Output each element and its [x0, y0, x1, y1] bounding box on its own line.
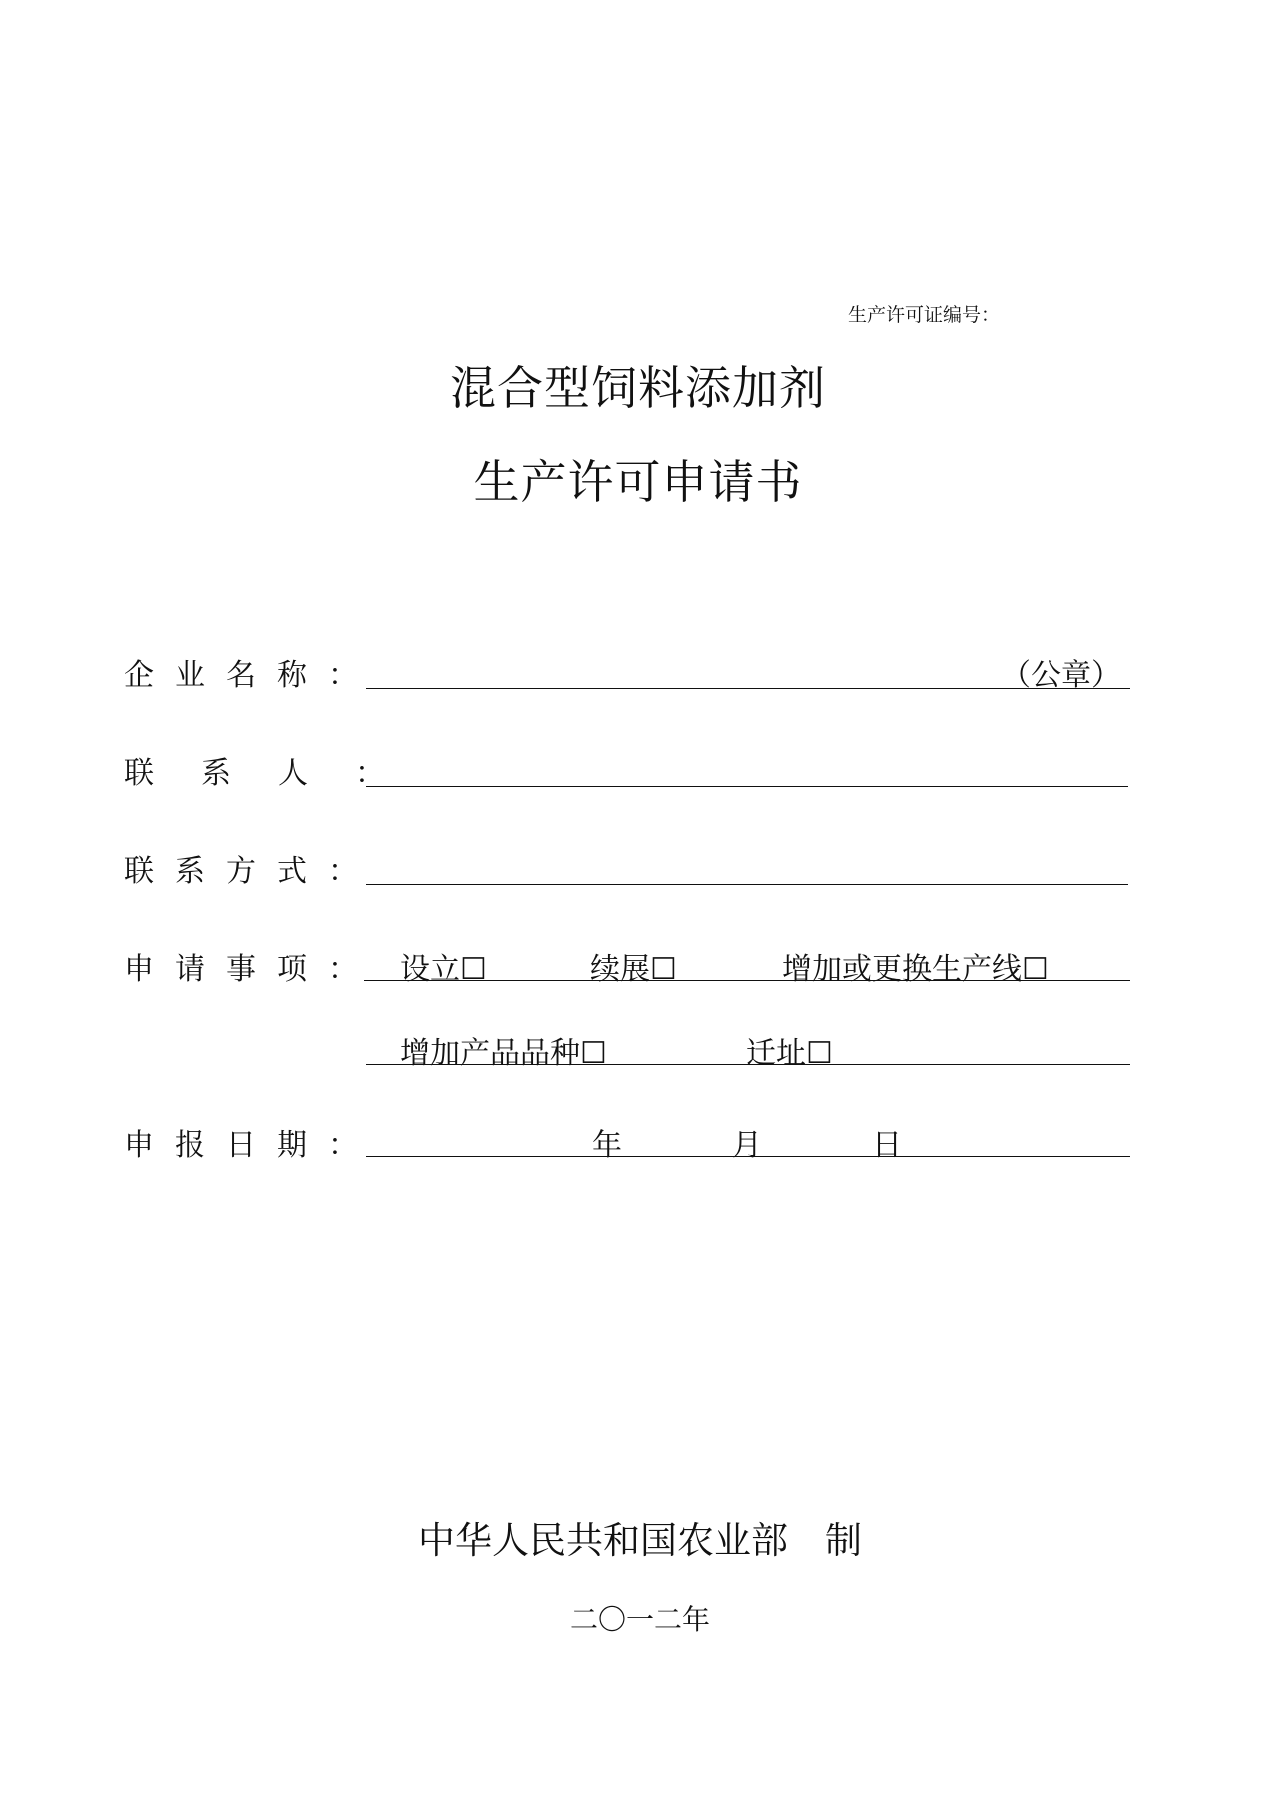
report-date-label: 申报日期：	[124, 1128, 379, 1163]
report-date-day: 日	[872, 1128, 902, 1163]
option-relocation-checkbox[interactable]: 迁址☐	[746, 1036, 833, 1071]
license-number-label: 生产许可证编号：	[848, 304, 1001, 326]
document-title-line2: 生产许可申请书	[473, 455, 803, 509]
application-items-label: 申请事项：	[124, 952, 379, 987]
contact-person-label: 联系人：	[124, 756, 432, 791]
document-title-line1: 混合型饲料添加剂	[450, 361, 826, 415]
company-name-label: 企业名称：	[124, 658, 379, 693]
option-add-product-variety-checkbox[interactable]: 增加产品品种☐	[400, 1036, 607, 1071]
report-date-month: 月	[732, 1128, 762, 1163]
issue-year: 二〇一二年	[569, 1603, 710, 1636]
option-add-production-line-checkbox[interactable]: 增加或更换生产线☐	[782, 952, 1049, 987]
option-establish-checkbox[interactable]: 设立☐	[400, 952, 487, 987]
contact-method-label: 联系方式：	[124, 854, 379, 889]
contact-method-field[interactable]	[366, 884, 1128, 885]
report-date-year: 年	[592, 1128, 622, 1163]
contact-person-field[interactable]	[366, 786, 1128, 787]
company-seal-note: （公章）	[1001, 658, 1121, 693]
issuing-organization: 中华人民共和国农业部 制	[418, 1519, 862, 1562]
option-renewal-checkbox[interactable]: 续展☐	[590, 952, 677, 987]
